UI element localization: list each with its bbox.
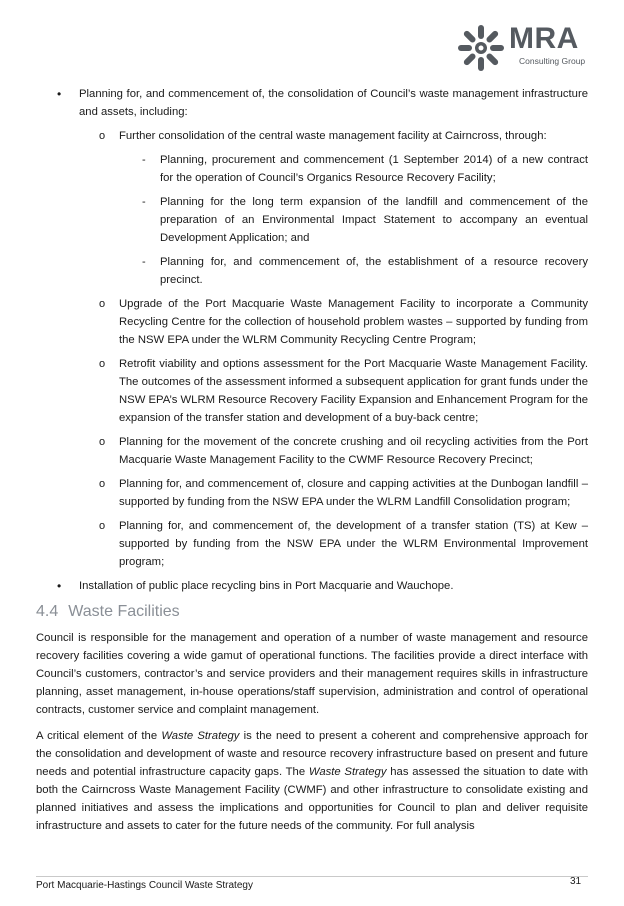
dash-bullet-icon: - <box>142 154 146 166</box>
section-number: 4.4 <box>36 603 59 620</box>
list-item <box>36 577 588 595</box>
emphasis-text: Waste Strategy <box>161 730 240 742</box>
list-item-text: Installation of public place recycling bins in Port Macquarie and Wauchope. <box>79 580 454 592</box>
sub-list-item <box>36 127 588 145</box>
sub-list-item-text: Planning for, and commencement of, closure and capping activities at the Dunbogan landfill – supported by funding from the NSW EPA under the WLRM Landfill Consolidation program; <box>119 478 588 508</box>
sub-list-item <box>36 355 588 427</box>
dash-list-item <box>36 253 588 289</box>
paragraph-text: is the need to present a coherent and comprehensive approach for the consolidation and development of waste and resource recovery infrastructure based on present and future needs and potential infrastructure capacity gaps. The <box>36 730 588 778</box>
list-item-text: Planning for, and commencement of, the consolidation of Council’s waste management infrastructure and assets, including: <box>79 88 588 118</box>
dash-list-item-text: Planning for, and commencement of, the establishment of a resource recovery precinct. <box>160 256 588 286</box>
sub-list-item <box>36 475 588 511</box>
sub-list-item-text: Upgrade of the Port Macquarie Waste Management Facility to incorporate a Community Recycling Centre for the collection of household problem wastes – supported by funding from the NSW EPA under the WLRM Community Recycling Centre Program; <box>119 298 588 346</box>
emphasis-text: Waste Strategy <box>308 766 387 778</box>
body-paragraph <box>36 727 588 835</box>
sub-list-item <box>36 433 588 469</box>
dash-bullet-icon: - <box>142 256 146 268</box>
sub-list-item <box>36 295 588 349</box>
section-heading <box>36 601 588 623</box>
section-title: Waste Facilities <box>68 603 180 620</box>
circle-bullet-icon: o <box>99 298 106 310</box>
page-number: 31 <box>570 876 582 887</box>
bullet-icon: • <box>57 87 62 101</box>
circle-bullet-icon: o <box>99 436 106 448</box>
page-body <box>36 85 588 843</box>
circle-bullet-icon: o <box>99 520 106 532</box>
sub-list-item-text: Further consolidation of the central waste management facility at Cairncross, through: <box>119 130 547 142</box>
list-item <box>36 85 588 121</box>
paragraph-text: A critical element of the <box>36 730 162 742</box>
circle-bullet-icon: o <box>99 130 106 142</box>
mra-logo <box>455 20 595 76</box>
body-paragraph: Council is responsible for the management and operation of a number of waste management and resource recovery facilities covering a wide gamut of operational functions. The facilities provide a direct interface with Council’s customers, contractor’s and service providers and their management requires skills in infrastructure planning, asset management, in-house operations/staff supervision, administration and control of operational contracts, customer service and complaint management. <box>36 632 588 716</box>
footer-divider <box>36 876 588 877</box>
dash-list-item <box>36 193 588 247</box>
dash-bullet-icon: - <box>142 196 146 208</box>
sub-list-item-text: Retrofit viability and options assessment for the Port Macquarie Waste Management Facility. The outcomes of the assessment informed a subsequent application for grant funds under the NSW EPA’s WLRM Resource Recovery Facility Expansion and Enhancement Program for the expansion of the transfer station and development of a buy-back centre; <box>119 358 589 424</box>
dash-list-item-text: Planning, procurement and commencement (1 September 2014) of a new contract for the operation of Council’s Organics Resource Recovery Facility; <box>160 154 588 184</box>
sub-list-item-text: Planning for, and commencement of, the development of a transfer station (TS) at Kew – supported by funding from the NSW EPA under the WLRM Environmental Improvement program; <box>119 520 588 568</box>
circle-bullet-icon: o <box>99 478 106 490</box>
footer-document-title: Port Macquarie-Hastings Council Waste Strategy <box>36 880 253 891</box>
sub-list-item <box>36 517 588 571</box>
dash-list-item-text: Planning for the long term expansion of the landfill and commencement of the preparation of an Environmental Impact Statement to accompany an eventual Development Application; and <box>160 196 588 244</box>
logo-wordmark: MRA <box>509 22 579 55</box>
mra-logo-mark-icon <box>455 22 507 74</box>
paragraph-text: has assessed the situation to date with both the Cairncross Waste Management Facility (CWMF) and other infrastructure to consolidate existing and planned initiatives and assess the implications and opportunities for Council to plan and deliver requisite infrastructure and assets to cater for the future needs of the community. For full analysis <box>36 766 588 832</box>
dash-list-item <box>36 151 588 187</box>
circle-bullet-icon: o <box>99 358 106 370</box>
bullet-icon: • <box>57 579 62 593</box>
logo-subtitle: Consulting Group <box>519 56 586 66</box>
sub-list-item-text: Planning for the movement of the concrete crushing and oil recycling activities from the Port Macquarie Waste Management Facility to the CWMF Resource Recovery Precinct; <box>119 436 588 466</box>
